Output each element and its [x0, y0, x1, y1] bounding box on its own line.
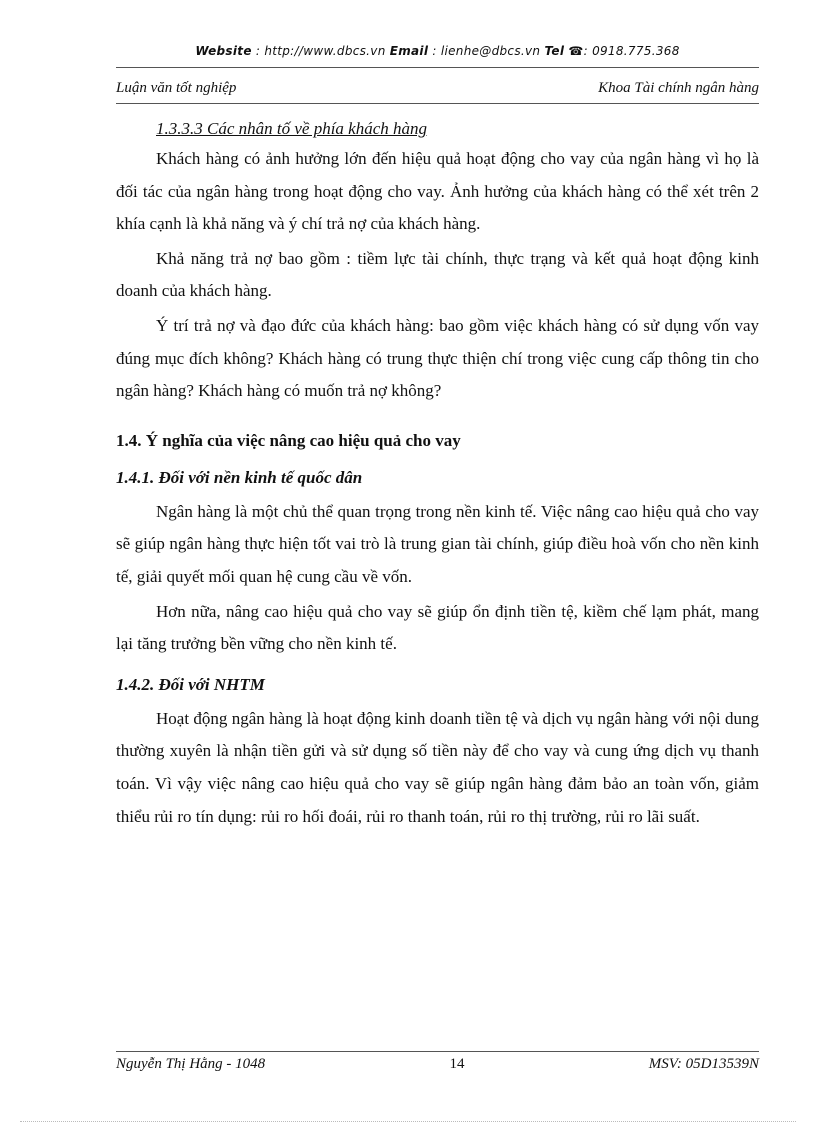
- email-value: : lienhe@dbcs.vn: [432, 44, 541, 58]
- tel-label: Tel: [544, 44, 565, 58]
- email-label: Email: [389, 44, 429, 58]
- subsection-heading: 1.3.3.3 Các nhân tố về phía khách hàng: [156, 119, 428, 138]
- section-title: 1.4. Ý nghĩa của việc nâng cao hiệu quả cho vay: [116, 430, 461, 450]
- paragraph: Hoạt động ngân hàng là hoạt động kinh doanh tiền tệ và dịch vụ ngân hàng với nội dung thường xuyên là nhận tiền gửi và sử dụng số tiền này để cho vay và cung ứng dịch vụ thanh toán. Vì vậy việc nâng cao hiệu quả cho vay sẽ giúp ngân hàng đảm bảo an toàn vốn, giảm thiểu rủi ro tín dụng: rủi ro hối đoái, rủi ro thanh toán, rủi ro thị trường, rủi ro lãi suất.: [116, 708, 759, 826]
- website-label: Website: [195, 44, 252, 58]
- header-divider: [116, 103, 759, 104]
- website-contact-line: [116, 44, 759, 58]
- paragraph: Khách hàng có ảnh hưởng lớn đến hiệu quả hoạt động cho vay của ngân hàng vì họ là đối tác của ngân hàng trong hoạt động cho vay. Ảnh hưởng của khách hàng có thể xét trên 2 khía cạnh là khả năng và ý chí trả nợ của khách hàng.: [116, 149, 759, 234]
- paragraph: Hơn nữa, nâng cao hiệu quả cho vay sẽ giúp ổn định tiền tệ, kiềm chế lạm phát, mang lại tăng trưởng bền vững cho nền kinh tế.: [116, 601, 759, 654]
- student-id: MSV: 05D13539N: [648, 1056, 759, 1072]
- top-divider: [116, 67, 759, 68]
- phone-icon: ☎: [568, 44, 584, 58]
- paragraph: Ngân hàng là một chủ thể quan trọng trong nền kinh tế. Việc nâng cao hiệu quả cho vay sẽ giúp ngân hàng thực hiện tốt vai trò là trung gian tài chính, giúp điều hoà vốn cho nền kinh tế, giải quyết mối quan hệ cung cầu về vốn.: [116, 501, 759, 586]
- footer-divider: [116, 1051, 759, 1052]
- page-body: [116, 115, 759, 833]
- page-boundary-dotted: [20, 1121, 796, 1122]
- subsection-title: 1.4.2. Đối với NHTM: [116, 674, 265, 694]
- header-left: Luận văn tốt nghiệp: [116, 80, 237, 96]
- header-right: Khoa Tài chính ngân hàng: [598, 80, 759, 96]
- paragraph: Ý trí trả nợ và đạo đức của khách hàng: bao gồm việc khách hàng có sử dụng vốn vay đúng mục đích không? Khách hàng có trung thực thiện chí trong việc cung cấp thông tin cho ngân hàng? Khách hàng có muốn trả nợ không?: [116, 315, 759, 401]
- page-footer: [116, 1056, 759, 1073]
- website-value: : http://www.dbcs.vn: [255, 44, 386, 58]
- tel-value: : 0918.775.368: [583, 44, 680, 58]
- footer-author: Nguyễn Thị Hằng - 1048: [116, 1056, 266, 1072]
- paragraph: Khả năng trả nợ bao gồm : tiềm lực tài chính, thực trạng và kết quả hoạt động kinh doanh của khách hàng.: [116, 248, 759, 301]
- page-header: [116, 80, 759, 97]
- subsection-title: 1.4.1. Đối với nền kinh tế quốc dân: [116, 467, 363, 487]
- page-number: 14: [449, 1056, 465, 1072]
